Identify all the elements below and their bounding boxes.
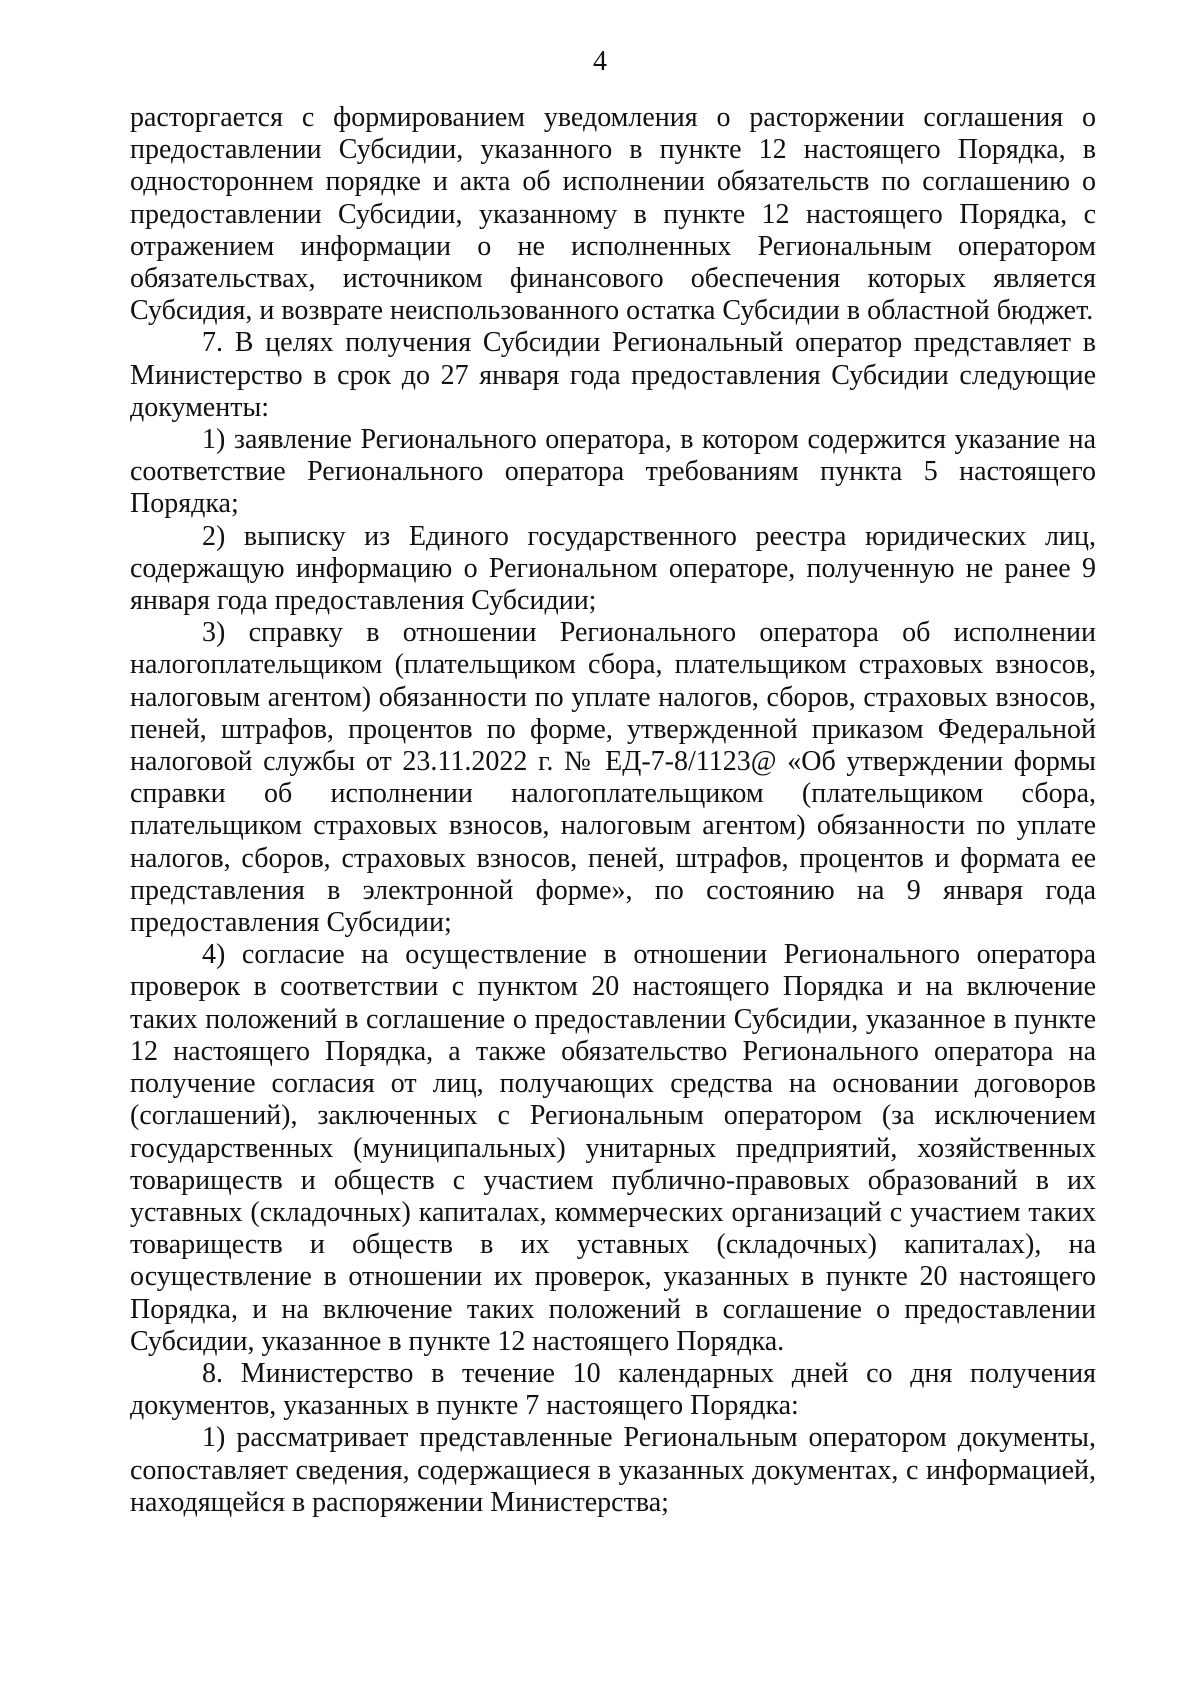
paragraph-continuation: расторгается с формированием уведомления о расторжении соглашения о предоставлении Субсидии, указанного в пункте 12 настоящего Порядка, в одностороннем порядке и акта об исполнении обязательств по соглашению о предоставлении Субсидии, указанному в пункте 12 настоящего Порядка, с отражением информации о не исполненных Региональным оператором обязательствах, источником финансового обеспечения которых является Субсидия, и возврате неиспользованного остатка Субсидии в областной бюджет. bbox=[130, 102, 1096, 327]
paragraph-item-8: 8. Министерство в течение 10 календарных дней со дня получения документов, указанных в пункте 7 настоящего Порядка: bbox=[130, 1357, 1096, 1422]
page-number: 4 bbox=[593, 46, 607, 77]
paragraph-subitem-4: 4) согласие на осуществление в отношении Регионального оператора проверок в соответствии с пунктом 20 настоящего Порядка и на включение таких положений в соглашение о предоставлении Субсидии, указанное в пункте 12 настоящего Порядка, а также обязательство Регионального оператора на получение согласия от лиц, получающих средства на основании договоров (соглашений), заключенных с Региональным оператором (за исключением государственных (муниципальных) унитарных предприятий, хозяйственных товариществ и обществ с участием публично-правовых образований в их уставных (складочных) капиталах, коммерческих организаций с участием таких товариществ и обществ в их уставных (складочных) капиталах), на осуществление в отношении их проверок, указанных в пункте 20 настоящего Порядка, и на включение таких положений в соглашение о предоставлении Субсидии, указанное в пункте 12 настоящего Порядка. bbox=[130, 939, 1096, 1357]
paragraph-subitem-3: 3) справку в отношении Регионального оператора об исполнении налогоплательщиком (плательщиком сбора, плательщиком страховых взносов, налоговым агентом) обязанности по уплате налогов, сборов, страховых взносов, пеней, штрафов, процентов по форме, утвержденной приказом Федеральной налоговой службы от 23.11.2022 г. № ЕД-7-8/1123@ «Об утверждении формы справки об исполнении налогоплательщиком (плательщиком сбора, плательщиком страховых взносов, налоговым агентом) обязанности по уплате налогов, сборов, страховых взносов, пеней, штрафов, процентов и формата ее представления в электронной форме», по состоянию на 9 января года предоставления Субсидии; bbox=[130, 617, 1096, 939]
paragraph-subitem-1: 1) заявление Регионального оператора, в котором содержится указание на соответствие Регионального оператора требованиям пункта 5 настоящего Порядка; bbox=[130, 424, 1096, 520]
paragraph-item-7: 7. В целях получения Субсидии Региональный оператор представляет в Министерство в срок до 27 января года предоставления Субсидии следующие документы: bbox=[130, 327, 1096, 423]
paragraph-item-8-subitem-1: 1) рассматривает представленные Региональным оператором документы, сопоставляет сведения, содержащиеся в указанных документах, с информацией, находящейся в распоряжении Министерства; bbox=[130, 1422, 1096, 1518]
paragraph-subitem-2: 2) выписку из Единого государственного реестра юридических лиц, содержащую информацию о Региональном операторе, полученную не ранее 9 января года предоставления Субсидии; bbox=[130, 520, 1096, 617]
document-body bbox=[130, 102, 1096, 1519]
